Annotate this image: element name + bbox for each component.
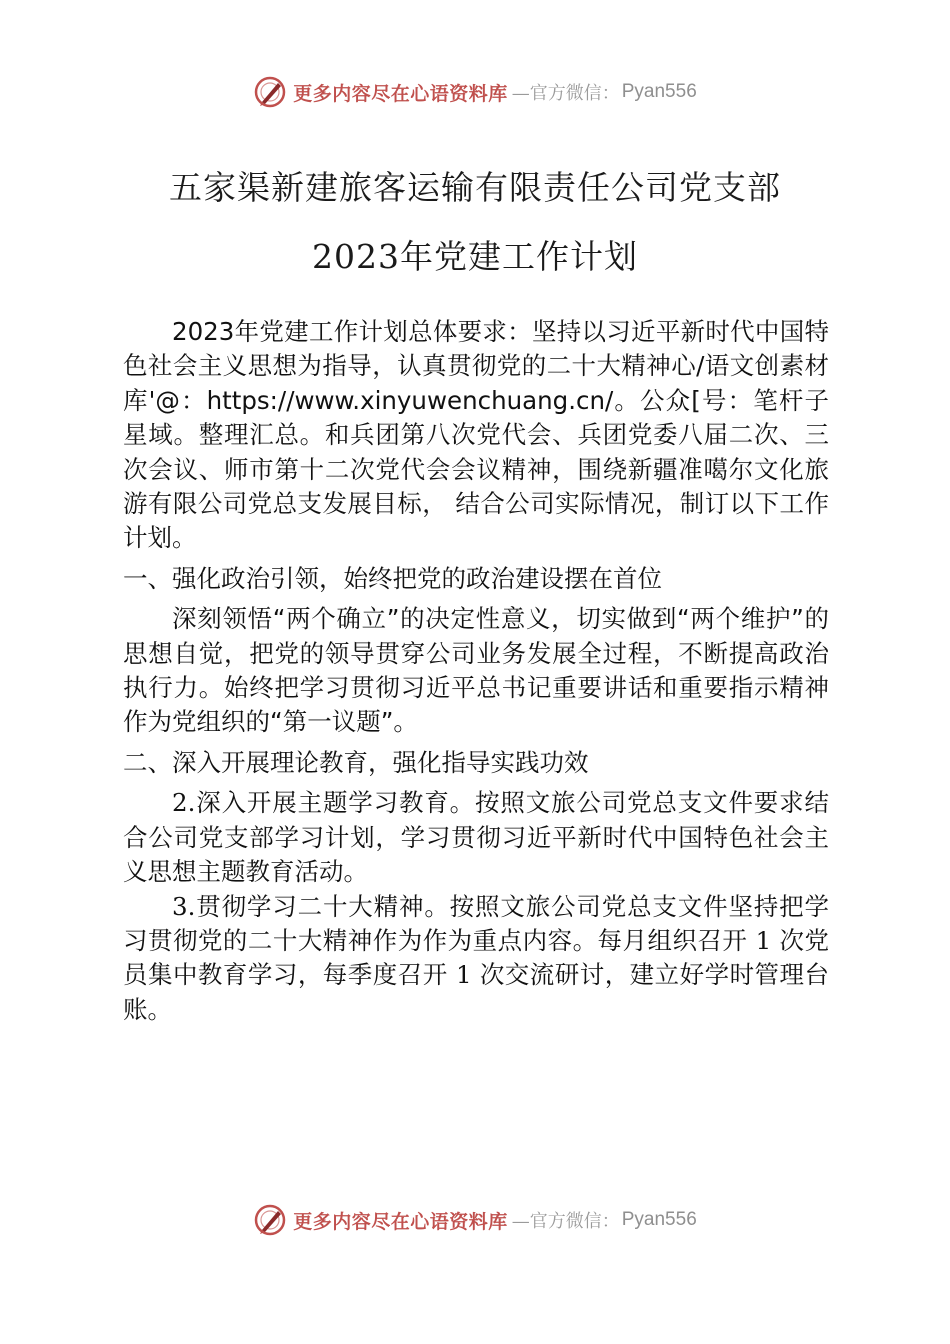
item-2-body: 按照文旅公司党总支文件要求结合公司党支部学习计划，学习贯彻习近平新时代中国特色社会主义思想主题教育活动。 — [123, 788, 829, 887]
item-2-title: 2.深入开展主题学习教育。 — [172, 788, 476, 818]
intro-paragraph: 2023年党建工作计划总体要求：坚持以习近平新时代中国特色社会主义思想为指导，认真贯彻党的二十大精神心/语文创素材库'@：https://www.xinyuwenchuang.cn/。公众[号：笔杆子星域。整理汇总。和兵团第八次党代会、兵团党委八届二次、三次会议、师市第十二次党代会会议精神，围绕新疆准噶尔文化旅游有限公司党总支发展目标， 结合公司实际情况，制订以下工作计划。 — [123, 317, 829, 553]
watermark-wechat-label: —官方微信： — [511, 1211, 620, 1232]
brush-pen-logo-icon — [253, 1203, 287, 1237]
section-1-heading: 一、强化政治引领，始终把党的政治建设摆在首位 — [123, 563, 662, 593]
brush-pen-logo-icon — [253, 75, 287, 109]
item-3-title: 3.贯彻学习二十大精神。 — [172, 891, 450, 921]
section-2-item-2 — [123, 786, 829, 889]
item-3-num-1: 1 — [747, 925, 780, 955]
watermark-library-text: 更多内容尽在心语资料库 — [293, 1210, 508, 1233]
watermark-wechat-label: —官方微信： — [511, 83, 620, 104]
item-3-body-c: 次交流研讨，建立好学时管理台账。 — [123, 960, 829, 1024]
section-2-heading: 二、深入开展理论教育，强化指导实践功效 — [123, 747, 589, 777]
section-1-body: 深刻领悟“两个确立”的决定性意义，切实做到“两个维护”的思想自觉，把党的领导贯穿公司业务发展全过程，不断提高政治执行力。始终把学习贯彻习近平总书记重要讲话和重要指示精神作为党组织的“第一议题”。 — [123, 604, 829, 737]
section-2-item-3 — [123, 890, 829, 1028]
watermark-library-text: 更多内容尽在心语资料库 — [293, 82, 508, 105]
item-3-num-2: 1 — [447, 960, 480, 990]
watermark-wechat-id: Pyan556 — [621, 1209, 697, 1230]
document-body — [123, 315, 829, 1027]
document-title-line2: 2023年党建工作计划 — [312, 237, 638, 276]
watermark-wechat-id: Pyan556 — [621, 81, 697, 102]
item-3-body-b: 次党员集中教育学习，每季度召开 — [123, 925, 830, 990]
watermark-banner-bottom — [0, 1198, 950, 1242]
item-3-body-a: 按照文旅公司党总支文件坚持把学习贯彻党的二十大精神作为作为重点内容。每月组织召开 — [123, 891, 830, 955]
watermark-banner-top — [0, 70, 950, 114]
document-title-line1: 五家渠新建旅客运输有限责任公司党支部 — [169, 168, 781, 207]
